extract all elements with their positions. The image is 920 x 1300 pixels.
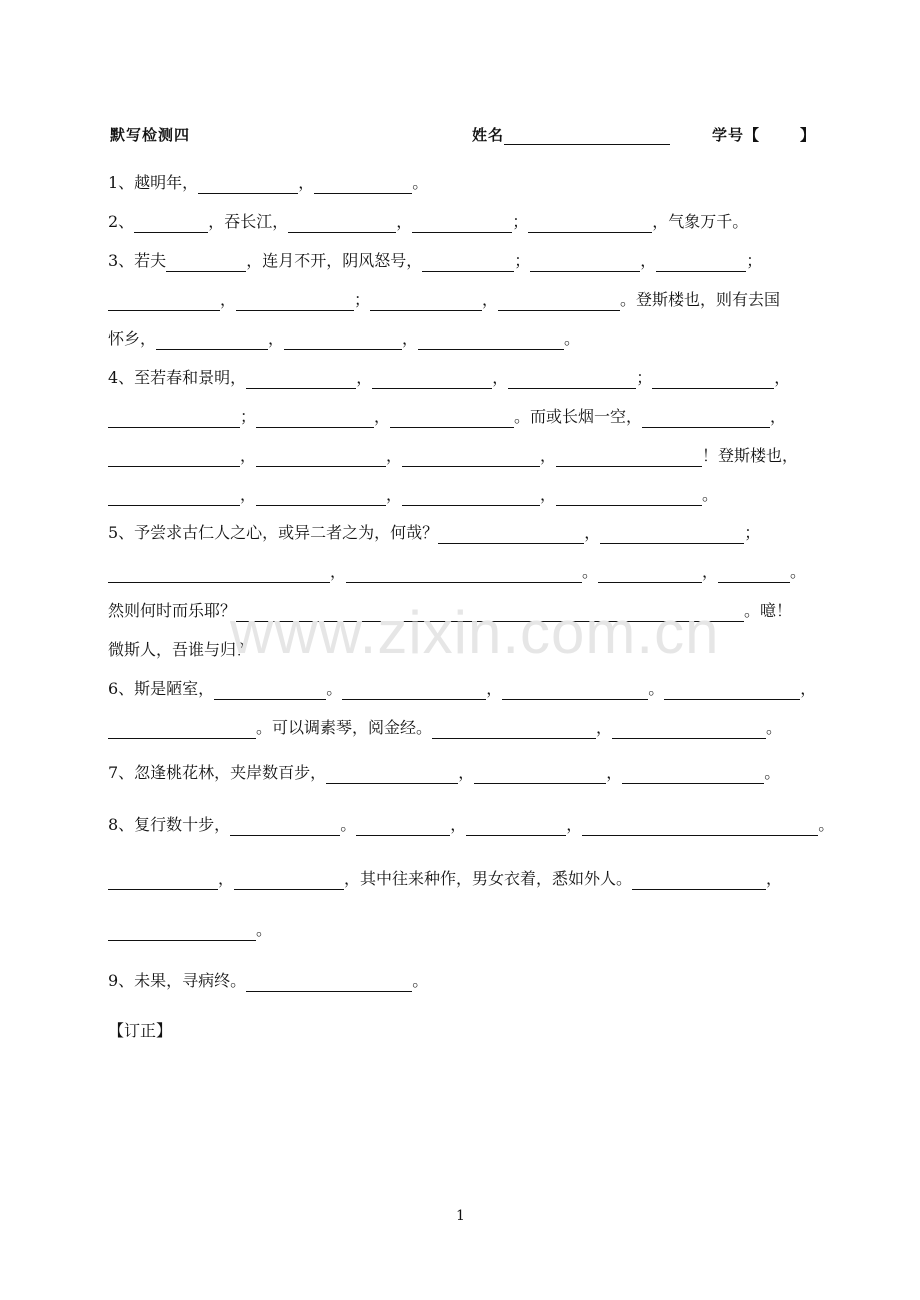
question-text: ， (770, 407, 787, 426)
question-line (108, 717, 782, 739)
question-text: ， (702, 562, 719, 581)
question-text: ， (606, 763, 623, 782)
question-line (108, 445, 798, 467)
answer-blank[interactable] (600, 525, 744, 544)
question-text: ； (240, 407, 257, 426)
question-text: ； (636, 368, 653, 387)
page-number: 1 (456, 1208, 465, 1224)
question-text: ， (774, 368, 791, 387)
question-text: 。可以调素琴，阅金经。 (256, 718, 433, 737)
question-text: 。 (326, 679, 343, 698)
answer-blank[interactable] (642, 409, 770, 428)
question-text: 微斯人，吾谁与归？ (108, 640, 253, 659)
question-text: ！登斯楼也， (702, 446, 799, 465)
question-text: 2、 (108, 212, 135, 231)
question-text: ， (540, 446, 557, 465)
question-text: 5、予尝求古仁人之心，或异二者之为，何哉？ (108, 523, 439, 542)
question-text: ； (514, 251, 531, 270)
answer-blank[interactable] (432, 720, 596, 739)
question-text: 7、忽逢桃花林，夹岸数百步， (108, 763, 327, 782)
question-text: ； (354, 290, 371, 309)
answer-blank[interactable] (284, 331, 402, 350)
question-text: 然则何时而乐耶？ (108, 601, 237, 620)
answer-blank[interactable] (166, 253, 246, 272)
answer-blank[interactable] (402, 448, 540, 467)
question-line (108, 367, 790, 389)
question-line (108, 868, 782, 890)
question-text: ，吞长江， (208, 212, 289, 231)
question-text: ， (450, 815, 467, 834)
answer-blank[interactable] (466, 817, 566, 836)
answer-blank[interactable] (108, 409, 240, 428)
question-line (108, 762, 780, 784)
question-line (108, 522, 760, 544)
question-text: ，其中往来种作，男女衣着，悉如外人。 (344, 869, 633, 888)
question-line (108, 289, 780, 311)
question-text: 。 (412, 173, 429, 192)
question-text: ， (458, 763, 475, 782)
question-text: 。而或长烟一空， (514, 407, 643, 426)
question-text: 。 (564, 329, 581, 348)
question-text: ； (512, 212, 529, 231)
question-line (108, 919, 272, 941)
question-line (108, 250, 762, 272)
question-text: ， (240, 446, 257, 465)
question-line (108, 814, 834, 836)
answer-blank[interactable] (108, 292, 220, 311)
answer-blank[interactable] (498, 292, 620, 311)
answer-blank[interactable] (288, 214, 396, 233)
question-text: ， (374, 407, 391, 426)
question-text: ， (482, 290, 499, 309)
answer-blank[interactable] (314, 175, 412, 194)
answer-blank[interactable] (108, 871, 218, 890)
question-text: 。噫！ (744, 601, 793, 620)
question-text: ； (746, 251, 763, 270)
answer-blank[interactable] (346, 564, 582, 583)
question-text: ， (330, 562, 347, 581)
student-id-label-open: 学号【 (712, 126, 761, 144)
answer-blank[interactable] (582, 817, 818, 836)
answer-blank[interactable] (230, 817, 340, 836)
answer-blank[interactable] (198, 175, 298, 194)
answer-blank[interactable] (108, 487, 240, 506)
name-field (472, 124, 670, 145)
question-line (108, 970, 428, 992)
question-text: ， (800, 679, 817, 698)
question-text: 。 (790, 562, 807, 581)
answer-blank[interactable] (418, 331, 564, 350)
question-text: ， (356, 368, 373, 387)
name-label: 姓名 (472, 126, 505, 144)
question-text: ， (492, 368, 509, 387)
answer-blank[interactable] (530, 253, 640, 272)
student-id-field (712, 124, 816, 145)
answer-blank[interactable] (598, 564, 702, 583)
question-text: ， (766, 869, 783, 888)
answer-blank[interactable] (656, 253, 746, 272)
watermark: www.zixin.com.cn (230, 599, 720, 666)
student-id-label-close: 】 (800, 126, 817, 144)
question-text: ， (298, 173, 315, 192)
question-text: ， (268, 329, 285, 348)
answer-blank[interactable] (356, 817, 450, 836)
question-text: 4、至若春和景明， (108, 368, 247, 387)
answer-blank[interactable] (134, 214, 208, 233)
question-text: 3、若夫 (108, 251, 167, 270)
question-text: 怀乡， (108, 329, 157, 348)
answer-blank[interactable] (556, 487, 702, 506)
answer-blank[interactable] (234, 871, 344, 890)
answer-blank[interactable] (256, 409, 374, 428)
answer-blank[interactable] (108, 564, 330, 583)
answer-blank[interactable] (556, 448, 702, 467)
question-text: ， (396, 212, 413, 231)
question-text: ， (402, 329, 419, 348)
answer-blank[interactable] (156, 331, 268, 350)
answer-blank[interactable] (108, 720, 256, 739)
answer-blank[interactable] (622, 765, 764, 784)
question-line (108, 406, 786, 428)
answer-blank[interactable] (528, 214, 652, 233)
answer-blank[interactable] (612, 720, 766, 739)
answer-blank[interactable] (502, 681, 648, 700)
question-line (108, 211, 748, 233)
page-title: 默写检测四 (110, 126, 191, 144)
answer-blank[interactable] (664, 681, 800, 700)
answer-blank[interactable] (370, 292, 482, 311)
question-text: 。 (702, 485, 719, 504)
question-text: 9、未果，寻病终。 (108, 971, 247, 990)
question-text: ， (386, 446, 403, 465)
answer-blank[interactable] (326, 765, 458, 784)
question-text: 。 (412, 971, 429, 990)
answer-blank[interactable] (632, 871, 766, 890)
question-text: ， (486, 679, 503, 698)
question-line (108, 172, 428, 194)
question-text: 。 (818, 815, 835, 834)
answer-blank[interactable] (438, 525, 584, 544)
question-text: 6、斯是陋室， (108, 679, 215, 698)
question-line (108, 600, 792, 622)
answer-blank[interactable] (652, 370, 774, 389)
answer-blank[interactable] (474, 765, 606, 784)
question-text: 1、越明年， (108, 173, 199, 192)
question-text: ， (584, 523, 601, 542)
question-line (108, 561, 806, 583)
question-text: 8、复行数十步， (108, 815, 231, 834)
question-text: 。 (648, 679, 665, 698)
question-text: ； (744, 523, 761, 542)
question-text: 。 (764, 763, 781, 782)
name-blank[interactable] (504, 128, 670, 145)
question-text: 。 (340, 815, 357, 834)
question-text: ， (566, 815, 583, 834)
question-text: ， (220, 290, 237, 309)
answer-blank[interactable] (246, 973, 412, 992)
question-text: ， (596, 718, 613, 737)
question-line (108, 484, 718, 506)
question-text: ， (218, 869, 235, 888)
answer-blank[interactable] (342, 681, 486, 700)
answer-blank[interactable] (422, 253, 514, 272)
question-line (108, 678, 816, 700)
answer-blank[interactable] (256, 448, 386, 467)
answer-blank[interactable] (718, 564, 790, 583)
question-text: ，气象万千。 (652, 212, 749, 231)
question-text: ， (386, 485, 403, 504)
answer-blank[interactable] (402, 487, 540, 506)
answer-blank[interactable] (372, 370, 492, 389)
question-text: 。登斯楼也，则有去国 (620, 290, 781, 309)
answer-blank[interactable] (508, 370, 636, 389)
question-text: 。 (766, 718, 783, 737)
answer-blank[interactable] (236, 603, 744, 622)
question-line (108, 639, 252, 661)
question-text: ， (540, 485, 557, 504)
answer-blank[interactable] (412, 214, 512, 233)
answer-blank[interactable] (256, 487, 386, 506)
answer-blank[interactable] (108, 448, 240, 467)
question-text: ，连月不开，阴风怒号， (246, 251, 423, 270)
question-text: 。 (582, 562, 599, 581)
answer-blank[interactable] (246, 370, 356, 389)
answer-blank[interactable] (236, 292, 354, 311)
answer-blank[interactable] (390, 409, 514, 428)
question-line (108, 328, 580, 350)
question-text: ， (640, 251, 657, 270)
answer-blank[interactable] (214, 681, 326, 700)
answer-blank[interactable] (108, 922, 256, 941)
correction-label: 【订正】 (108, 1021, 173, 1040)
question-text: 。 (256, 920, 273, 939)
question-text: ， (240, 485, 257, 504)
